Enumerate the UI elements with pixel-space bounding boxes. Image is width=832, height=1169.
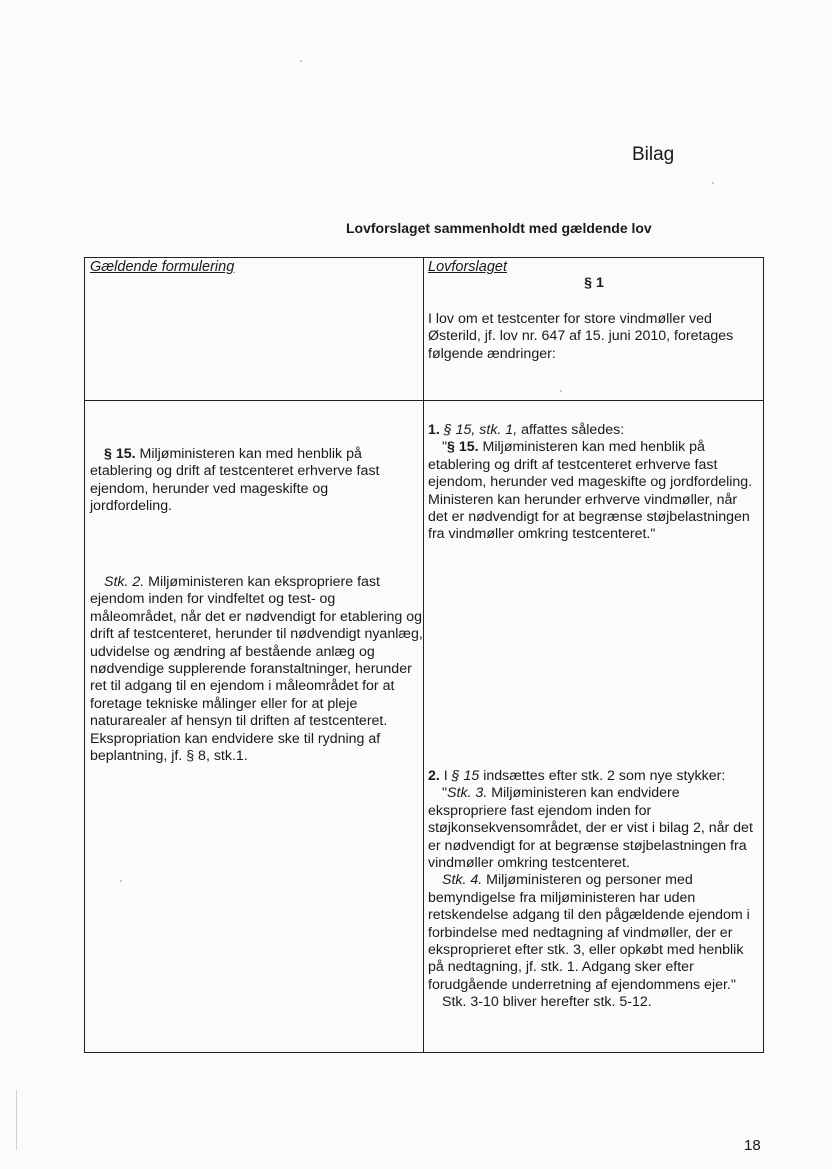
change-2-final: Stk. 3-10 bliver herefter stk. 5-12. [442, 994, 652, 1011]
appendix-label: Bilag [632, 144, 675, 165]
scan-speck [300, 60, 302, 62]
scan-speck [16, 1090, 17, 1150]
scan-speck [120, 880, 122, 882]
change-1-label: § 15. [447, 439, 479, 456]
table-border-top [84, 257, 764, 258]
section-mark-text: § 1 [584, 275, 604, 291]
row-divider [84, 400, 764, 401]
table-border-right [763, 257, 764, 1053]
change-1-intro [428, 422, 756, 439]
change-2 [428, 768, 756, 1012]
current-stk2-label: Stk. 2. [104, 574, 145, 590]
current-p15-text: Miljøministeren kan med henblik på etablering og drift af testcenteret erhverve fast ejendom, herunder ved mageskifte og jordfordeling. [90, 446, 380, 515]
section-mark [424, 275, 764, 292]
scan-speck [712, 182, 714, 184]
current-section-15 [90, 446, 406, 516]
left-column-header: Gældende formulering [90, 259, 235, 275]
current-p15-label: § 15. [104, 446, 136, 462]
change-2-pre: I [439, 768, 452, 784]
change-2-stk3 [428, 785, 756, 872]
change-1-number: 1. [428, 422, 440, 438]
page-number: 18 [744, 1137, 761, 1154]
current-stk-2 [90, 574, 424, 765]
table-border-bottom [84, 1052, 764, 1053]
change-1-quote-open: " [442, 439, 448, 456]
current-stk2-paragraph [90, 574, 424, 765]
change-2-intro [428, 768, 756, 785]
scan-speck [560, 390, 562, 392]
change-2-number: 2. [428, 768, 440, 784]
change-2-reference: § 15 [451, 768, 480, 784]
change-1-body [428, 439, 756, 543]
change-2-stk4-label: Stk. 4. [442, 872, 483, 889]
change-2-stk3-text: Miljøministeren kan endvidere ekspropriere fast ejendom inden for støjkonsekvensområdet, der er vist i bilag 2, når det er nødvendigt for at begrænse støjbelastningen fra vindmøller omkring testcenteret. [428, 785, 753, 872]
change-2-stk3-label: Stk. 3. [447, 785, 488, 802]
change-2-stk4-text: Miljøministeren og personer med bemyndigelse fra miljøministeren har uden retskendelse adgang til den pågældende ejendom i forbindelse med nedtagning af vindmøller, der er eksproprieret efter stk. 3, eller opkøbt med henblik på nedtagning, jf. stk. 1. Adgang sker efter forudgående underretning af ejendommens ejer." [428, 872, 750, 993]
change-1-tail: affattes således: [517, 422, 625, 438]
change-1 [428, 422, 756, 544]
document-heading: Lovforslaget sammenholdt med gældende lov [346, 220, 652, 236]
current-stk2-text: Miljøministeren kan ekspropriere fast ejendom inden for vindfeltet og test- og måleområdet, når det er nødvendigt for etablering og drift af testcenteret, herunder til nødvendigt nyanlæg, udvidelse og ændring af bestående anlæg og nødvendige supplerende foranstaltninger, herunder ret til adgang til en ejendom i måleområdet for at foretage tekniske målinger eller for at pleje naturarealer af hensyn til driften af testcenteret. Ekspropriation kan endvidere ske til rydning af beplantning, jf. § 8, stk.1. [90, 574, 423, 765]
change-1-text: Miljøministeren kan med henblik på etablering og drift af testcenteret erhverve fast ejendom, herunder ved mageskifte og jordfordeling. Ministeren kan herunder erhverve vindmøller, når det er nødvendigt for at begrænse støjbelastningen fra vindmøller omkring testcenteret." [428, 439, 753, 543]
change-2-stk4 [428, 872, 756, 994]
change-2-tail: indsættes efter stk. 2 som nye stykker: [479, 768, 726, 784]
change-2-quote-open: " [442, 785, 448, 802]
change-1-reference: § 15, stk. 1, [443, 422, 518, 438]
amendment-intro: I lov om et testcenter for store vindmøller ved Østerild, jf. lov nr. 647 af 15. juni 2010, foretages følgende ændringer: [428, 311, 734, 362]
table-border-left [84, 257, 85, 1053]
current-p15-paragraph [90, 446, 406, 516]
right-column-header: Lovforslaget [428, 259, 507, 275]
